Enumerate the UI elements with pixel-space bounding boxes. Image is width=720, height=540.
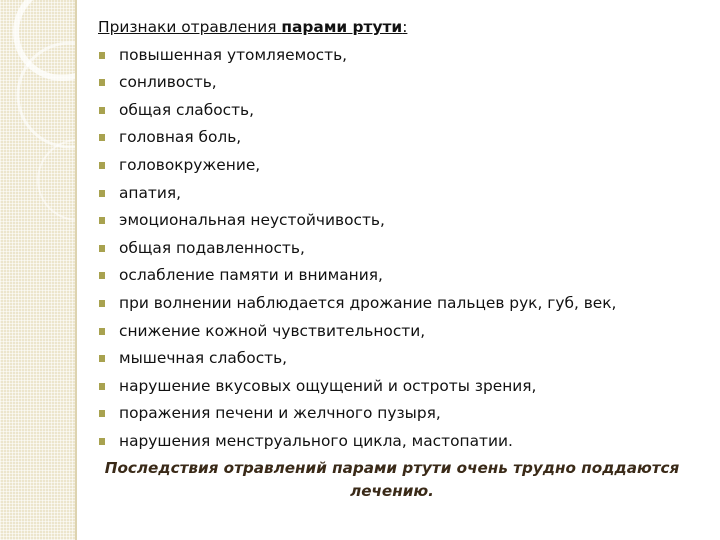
list-item: снижение кожной чувствительности, xyxy=(98,318,698,346)
list-item: при волнении наблюдается дрожание пальцев рук, губ, век, xyxy=(98,290,698,318)
list-item: мышечная слабость, xyxy=(98,345,698,373)
list-item: сонливость, xyxy=(98,69,698,97)
list-item: головокружение, xyxy=(98,152,698,180)
slide-heading xyxy=(98,14,698,42)
heading-prefix: Признаки отравления xyxy=(98,18,282,36)
list-item: нарушение вкусовых ощущений и остроты зрения, xyxy=(98,373,698,401)
heading-emphasis: парами ртути xyxy=(281,18,403,36)
list-item: ослабление памяти и внимания, xyxy=(98,262,698,290)
list-item: общая подавленность, xyxy=(98,235,698,263)
decorative-circles xyxy=(0,0,75,540)
list-item: нарушения менструального цикла, мастопатии. xyxy=(98,428,698,456)
list-item: поражения печени и желчного пузыря, xyxy=(98,400,698,428)
conclusion-note: Последствия отравлений парами ртути очень трудно поддаются лечению. xyxy=(104,458,680,500)
symptoms-list xyxy=(98,42,698,456)
list-item: повышенная утомляемость, xyxy=(98,42,698,70)
panel-divider xyxy=(75,0,77,540)
list-item: апатия, xyxy=(98,180,698,208)
list-item: головная боль, xyxy=(98,124,698,152)
slide-content xyxy=(98,14,698,503)
list-item: эмоциональная неустойчивость, xyxy=(98,207,698,235)
list-item: общая слабость, xyxy=(98,97,698,125)
decorative-side-panel xyxy=(0,0,75,540)
heading-suffix: : xyxy=(402,18,408,36)
